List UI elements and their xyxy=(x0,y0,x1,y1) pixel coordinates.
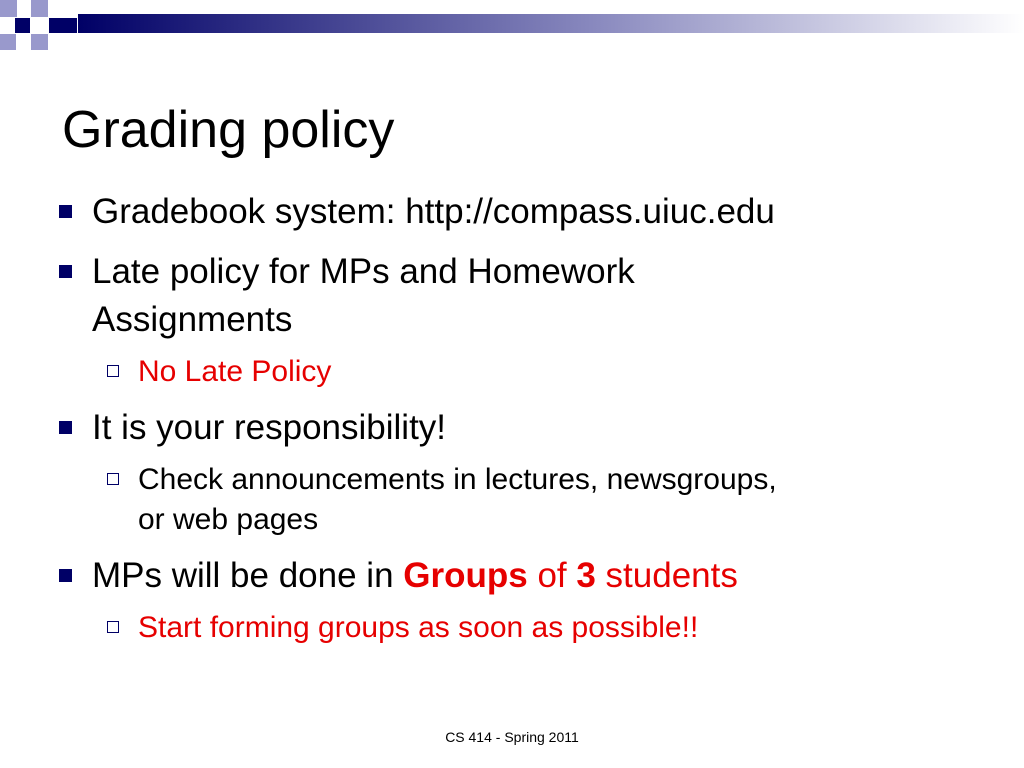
decor-square xyxy=(0,0,17,17)
groups-text-of: of xyxy=(527,556,577,595)
groups-text-intro: MPs will be done in xyxy=(92,556,404,595)
bullet-groups xyxy=(56,552,1006,600)
bullet-late-policy-line1: Late policy for MPs and Homework xyxy=(92,252,635,291)
decor-square xyxy=(0,34,16,50)
bullet-late-policy-line2: Assignments xyxy=(92,300,293,339)
header-decoration xyxy=(0,0,1024,50)
subbullet-check-announcements-line1: Check announcements in lectures, newsgroups, xyxy=(138,463,777,496)
decor-square xyxy=(31,34,48,50)
subbullet-check-announcements-line2: or web pages xyxy=(138,503,319,536)
decor-square xyxy=(31,0,48,17)
slide-title: Grading policy xyxy=(62,101,395,159)
subbullet-start-forming-groups: Start forming groups as soon as possible!! xyxy=(100,608,1006,648)
bullet-responsibility: It is your responsibility! xyxy=(56,404,1006,452)
groups-text-students: students xyxy=(595,556,738,595)
bullet-gradebook: Gradebook system: http://compass.uiuc.edu xyxy=(56,188,1006,236)
bullet-late-policy xyxy=(56,248,1006,344)
subbullet-check-announcements xyxy=(100,460,1006,540)
decor-square xyxy=(49,18,77,33)
subbullet-no-late-policy: No Late Policy xyxy=(100,352,1006,392)
slide-footer: CS 414 - Spring 2011 xyxy=(445,729,579,745)
decor-square xyxy=(15,18,30,33)
groups-text-number: 3 xyxy=(576,556,596,595)
bullet-list xyxy=(56,188,1006,660)
header-gradient-band xyxy=(78,14,1024,33)
groups-text-groups: Groups xyxy=(403,556,528,595)
